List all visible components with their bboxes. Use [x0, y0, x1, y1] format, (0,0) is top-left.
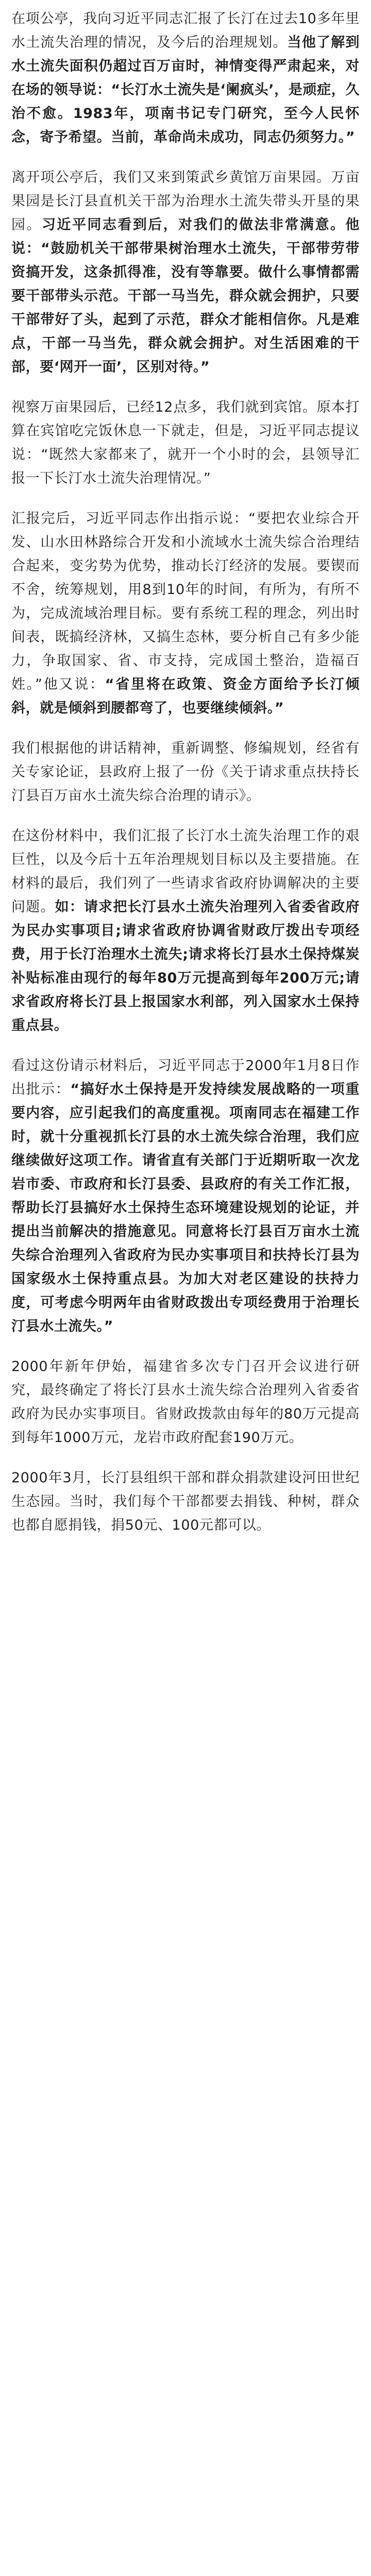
article-paragraph	[11, 1054, 360, 1338]
article-paragraph	[11, 7, 360, 149]
article-paragraph	[11, 1355, 360, 1450]
article-paragraph	[11, 396, 360, 490]
article-paragraph	[11, 507, 360, 720]
paragraph-text: 2000年新年伊始，福建省多次专门召开会议进行研究，最终确定了将长汀县水土流失综合治理列入省委省政府为民办实事项目。省财政拨款由每年的80万元提高到每年1000万元，龙岩市政府配套190万元。	[11, 1359, 360, 1446]
paragraph-text: 看过这份请示材料后，习近平同志于2000年1月8日作出批示：	[11, 1058, 360, 1097]
article-paragraph	[11, 1466, 360, 1537]
article-paragraph	[11, 824, 360, 1038]
highlighted-text: 如：请求把长汀县水土流失治理列入省委省政府为民办实事项目;请求省政府协调省财政厅拨出专项经费，用于长汀治理水土流失;请求将长汀县水土保持煤炭补贴标准由现行的每年80万元提高到每年200万元;请求省政府将长汀县上报国家水利部，列入国家水土保持重点县。	[11, 899, 360, 1033]
paragraph-text: 在这份材料中，我们汇报了长汀水土流失治理工作的艰巨性，以及今后十五年治理规划目标以及主要措施。在材料的最后，我们列了一些请求省政府协调解决的主要问题。	[11, 828, 360, 915]
paragraph-text: 2000年3月，长汀县组织干部和群众捐款建设河田世纪生态园。当时，我们每个干部都要去捐钱、种树，群众也都自愿捐钱，捐50元、100元都可以。	[11, 1470, 360, 1533]
article-paragraph	[11, 166, 360, 379]
highlighted-text: 习近平同志看到后，对我们的做法非常满意。他说：“鼓励机关干部带果树治理水土流失，干部带劳带资搞开发，这条抓得准，没有等靠要。做什么事情都需要干部带头示范。干部一马当先，群众就会拥护，只要干部带好了头，起到了示范，群众才能相信你。凡是难点，干部一马当先，群众就会拥护。对生活困难的干部，要‘网开一面’，区别对待。”	[11, 217, 360, 375]
paragraph-text: 汇报完后，习近平同志作出指示说：“要把农业综合开发、山水田林路综合开发和小流域水土流失综合治理结合起来，变劣势为优势，推动长汀经济的发展。要锲而不舍，统筹规划，用8到10年的时间，有所为，有所不为，完成流域治理目标。要有系统工程的理念，列出时间表，既搞经济林，又搞生态林，要分析自己有多少能力，争取国家、省、市支持，完成国土整治，造福百姓。”他又说：	[11, 511, 360, 692]
highlighted-text: “省里将在政策、资金方面给予长汀倾斜，就是倾斜到腰都弯了，也要继续倾斜。”	[11, 676, 360, 716]
paragraph-text: 离开项公亭后，我们又来到策武乡黄馆万亩果园。万亩果园是长汀县直机关干部为治理水土流失带头开垦的果园。	[11, 170, 360, 233]
paragraph-text: 我们根据他的讲话精神，重新调整、修编规划，经省有关专家论证，县政府上报了一份《关于请求重点扶持长汀县百万亩水土流失综合治理的请示》。	[11, 740, 360, 804]
paragraph-text: 视察万亩果园后，已经12点多，我们就到宾馆。原本打算在宾馆吃完饭休息一下就走，但是，习近平同志提议说：“既然大家都来了，就开一个小时的会，县领导汇报一下长汀水土流失治理情况。”	[11, 399, 360, 486]
highlighted-text: “搞好水土保持是开发持续发展战略的一项重要内容，应引起我们的高度重视。项南同志在福建工作时，就十分重视抓长汀县的水土流失综合治理，我们应继续做好这项工作。请省直有关部门于近期听取一次龙岩市委、市政府和长汀县委、县政府的有关工作汇报，帮助长汀县搞好水土保持生态环境建设规划的论证，并提出当前解决的措施意见。同意将长汀县百万亩水土流失综合治理列入省政府为民办实事项目和扶持长汀县为国家级水土保持重点县。为加大对老区建设的扶持力度，可考虑今明两年由省财政拨出专项经费用于治理长汀县水土流失。”	[11, 1081, 360, 1334]
paragraph-text: 在项公亭，我向习近平同志汇报了长汀在过去10多年里水土流失治理的情况，及今后的治理规划。	[11, 11, 360, 50]
highlighted-text: 当他了解到水土流失面积仍超过百万亩时，神情变得严肃起来，对在场的领导说：“长汀水土流失是‘阑疯头’，是顽症，久治不愈。1983年，项南书记专门研究，至今人民怀念，寄予希望。当前，革命尚未成功，同志仍须努力。”	[11, 35, 360, 145]
article-paragraph	[11, 737, 360, 808]
